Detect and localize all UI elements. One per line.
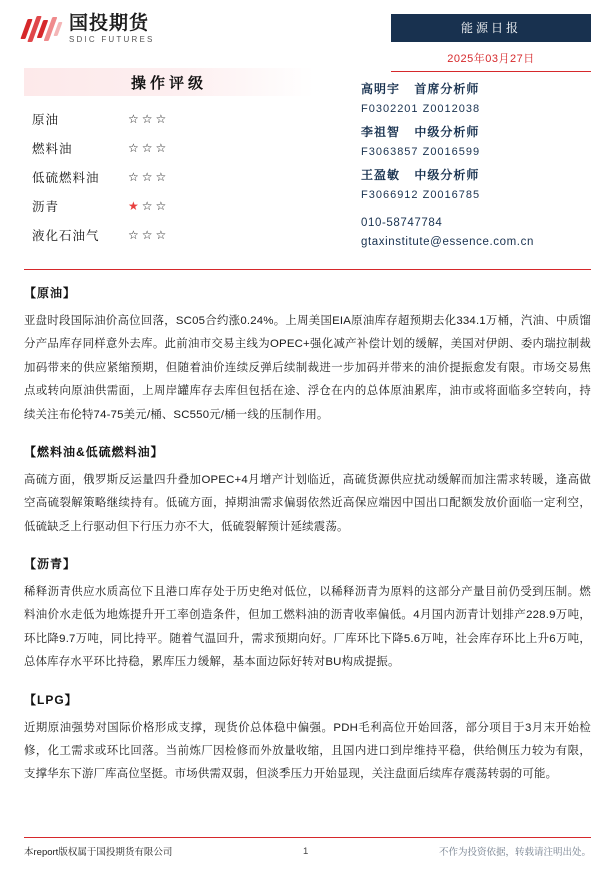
section-title: 【LPG】 [24,692,78,707]
rating-stars: ☆☆☆ [128,141,170,155]
rating-stars: ☆☆☆ [128,228,170,242]
analyst-name-row [361,80,591,97]
rating-row [32,139,314,157]
rating-item-label: 沥青 [32,200,60,214]
section-lpg [24,691,591,787]
section-body: 高硫方面，俄罗斯反运量四升叠加OPEC+4月增产计划临近，高硫货源供应扰动缓解而加注需求转暖，逢高做空高硫裂解策略继续持有。低硫方面，掉期油需求偏弱依然近高保应端因中国出口配额发放价面临一定利空，低硫缺乏上行驱动但下行压力亦不大，低硫裂解预计延续震荡。 [24,473,591,533]
brand-logo [24,14,155,44]
footer-copyright: 本report版权属于国投期货有限公司 [24,847,173,858]
section-body: 近期原油强势对国际价格形成支撑，现货价总体稳中偏强。PDH毛利高位开始回落，部分项目于3月末开始检修，化工需求或环比回落。当前炼厂因检修而外放量收缩，且国内进口到岸维持平稳，供给侧压力较为有限，支撑华东下游厂库高位坚挺。市场供需双弱，但淡季压力开始显现，关注盘面后续库存震荡转弱的可能。 [24,721,591,781]
report-sections [24,284,591,787]
rating-title: 操作评级 [130,74,207,92]
rating-card [24,68,314,255]
section-body: 亚盘时段国际油价高位回落，SC05合约涨0.24%。上周美国EIA原油库存超预期去化334.1万桶，汽油、中质馏分产品库存同样意外去库。此前油市交易主线为OPEC+强化减产补偿计划的缓解，美国对伊朗、委内瑞拉制裁加码带来的供应紧缩预期，但随着油价连续反弹后续制裁进一步加码并带来的油价提振愈发有限。市场交易焦点或转向原油供需面，上周岸罐库存去库但包括在途、浮仓在内的总体原油累库，油市或将面临多空转向，持续关注布伦特74-75美元/桶、SC550元/桶一线的压制作用。 [24,315,591,421]
rating-stars: ☆☆☆ [128,170,170,184]
report-date: 2025年03月27日 [447,53,535,65]
section-bitumen [24,555,591,675]
rating-row [32,168,314,186]
section-fuel-oil [24,443,591,539]
analyst-name: 高明宇 [361,82,401,96]
analyst-license: F3066912 Z0016785 [361,189,481,201]
brand-text [69,14,155,44]
page-footer [24,837,591,858]
analyst-name: 王盈敏 [361,168,401,182]
rating-list [24,110,314,244]
rating-stars: ★☆☆ [128,199,170,213]
page-header [24,0,591,65]
rating-item-label: 液化石油气 [32,229,100,243]
analyst-name-row [361,123,591,140]
brand-name-en: SDIC FUTURES [69,35,155,44]
header-divider [24,269,591,270]
section-crude-oil [24,284,591,427]
rating-row [32,226,314,244]
rating-row [32,197,314,215]
rating-item-label: 原油 [32,113,60,127]
section-title: 【原油】 [24,286,77,300]
rating-title-bar [24,68,314,96]
analyst-name: 李祖智 [361,125,401,139]
brand-name-cn: 国投期货 [69,13,150,34]
rating-item-label: 低硫燃料油 [32,171,100,185]
rating-row [32,110,314,128]
analyst-license: F3063857 Z0016599 [361,146,481,158]
footer-divider [24,837,591,838]
section-body: 稀释沥青供应水质高位下且港口库存处于历史绝对低位，以稀释沥青为原料的这部分产量目前仍受到压制。燃料油价水走低为地炼提升开工率创造条件，但加工燃料油的沥青收率偏低。4月国内沥青计划排产228.9万吨，环比降9.7万吨，同比持平。随着气温回升，需求预期向好。厂库环比下降5.6万吨，社会库存环比上升6万吨，总体库存水平环比持稳，累库压力缓解，基本面边际好转对BU构成提振。 [24,586,591,669]
analyst-block [361,68,591,255]
rating-item-label: 燃料油 [32,142,73,156]
report-tag-block [391,14,591,72]
contact-phone: 010-58747784 [361,217,443,229]
chevron-bars-logo-icon [24,16,62,42]
analyst-role: 中级分析师 [414,125,480,139]
rating-stars: ☆☆☆ [128,112,170,126]
section-title: 【沥青】 [24,557,77,571]
analyst-name-row [361,166,591,183]
analyst-license: F0302201 Z0012038 [361,103,481,115]
report-type-badge: 能源日报 [391,14,591,42]
footer-disclaimer: 不作为投资依据，转载请注明出处。 [438,847,591,858]
footer-row [24,844,591,858]
contact-email[interactable]: gtaxinstitute@essence.com.cn [361,236,534,248]
page-number: 1 [303,845,309,857]
section-title: 【燃料油&低硫燃料油】 [24,444,164,459]
analyst-role: 中级分析师 [414,168,480,182]
top-area [24,68,591,255]
analyst-role: 首席分析师 [414,82,480,96]
